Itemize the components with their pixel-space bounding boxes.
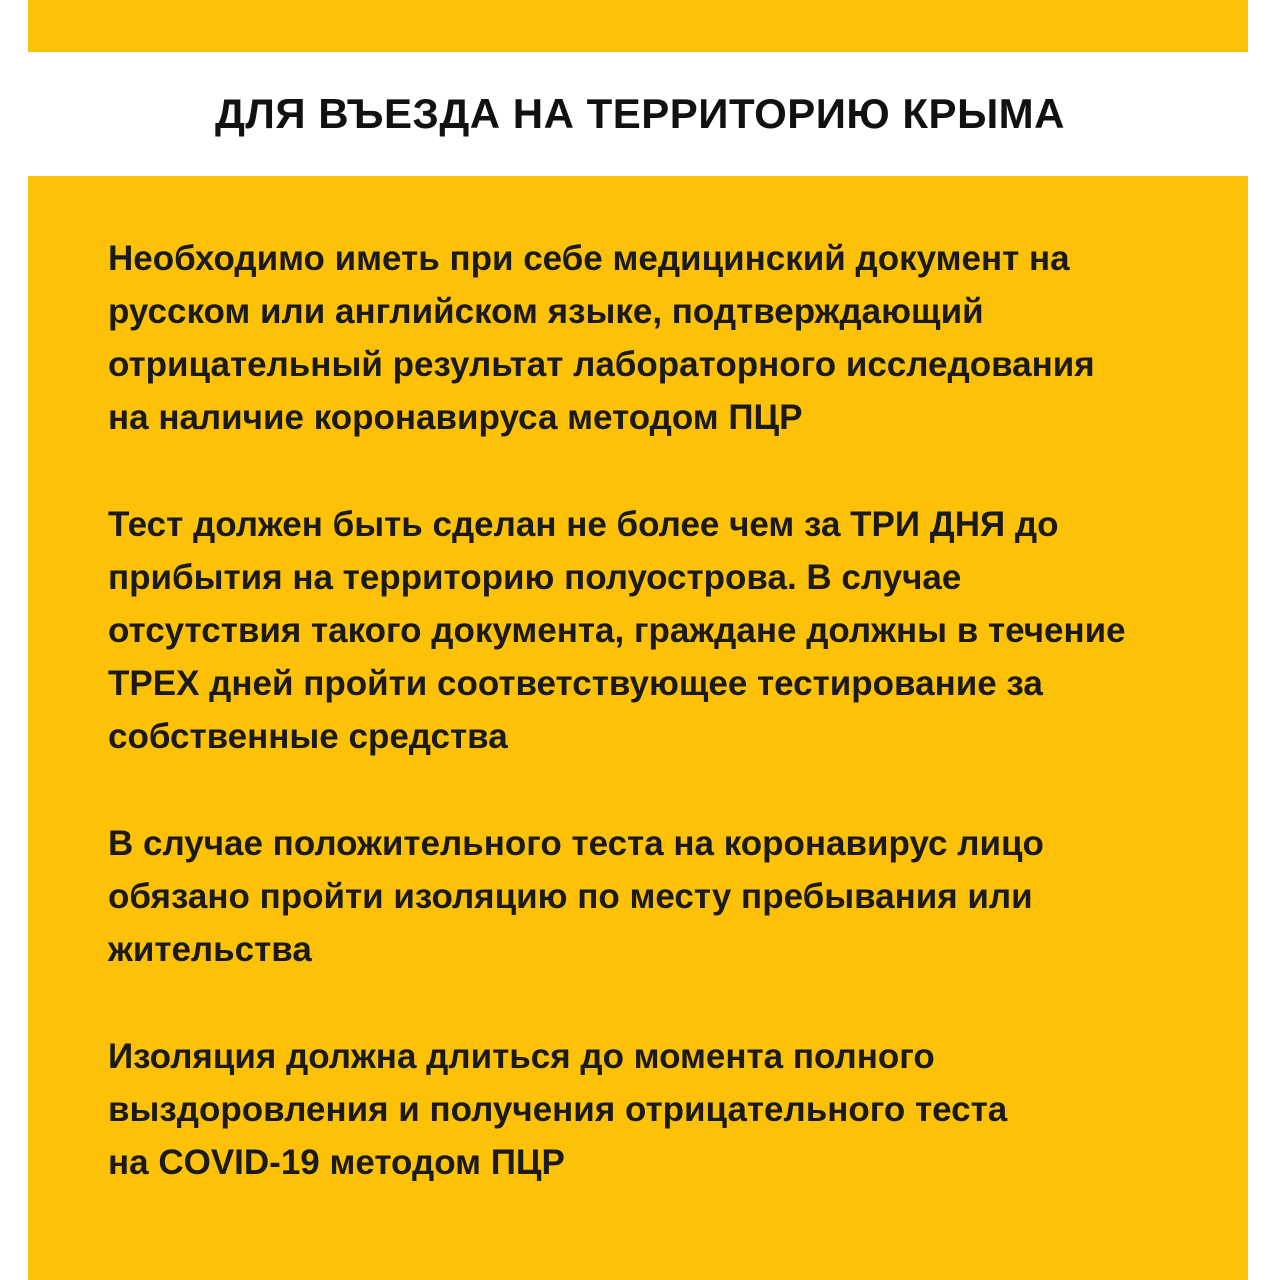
title-band <box>0 52 1280 176</box>
paragraph-line: отсутствия такого документа, граждане должны в течение <box>108 611 1126 650</box>
paragraph-line: Необходимо иметь при себе медицинский документ на <box>108 239 1070 278</box>
paragraph-line: Изоляция должна длиться до момента полного <box>108 1037 935 1076</box>
paragraph-line: ТРЕХ дней пройти соответствующее тестирование за <box>108 664 1043 703</box>
paragraph-line: русском или английском языке, подтверждающий <box>108 292 984 331</box>
paragraph-line: В случае положительного теста на коронавирус лицо <box>108 824 1044 863</box>
paragraph-test-timing <box>108 498 1208 763</box>
paragraph-positive-test <box>108 817 1208 976</box>
content-panel <box>28 176 1248 1280</box>
paragraph-line: жительства <box>108 930 312 969</box>
top-accent-bar <box>28 0 1248 52</box>
paragraph-line: собственные средства <box>108 717 508 756</box>
paragraph-medical-document <box>108 232 1208 444</box>
paragraph-line: обязано пройти изоляцию по месту пребывания или <box>108 877 1033 916</box>
paragraph-line: отрицательный результат лабораторного исследования <box>108 345 1095 384</box>
paragraph-line: Тест должен быть сделан не более чем за ТРИ ДНЯ до <box>108 505 1059 544</box>
paragraph-line: на COVID-19 методом ПЦР <box>108 1143 565 1182</box>
paragraph-isolation-duration <box>108 1030 1208 1189</box>
paragraph-line: выздоровления и получения отрицательного теста <box>108 1090 1008 1129</box>
page-title: ДЛЯ ВЪЕЗДА НА ТЕРРИТОРИЮ КРЫМА <box>214 90 1066 137</box>
paragraph-line: на наличие коронавируса методом ПЦР <box>108 398 803 437</box>
paragraph-line: прибытия на территорию полуострова. В случае <box>108 558 962 597</box>
